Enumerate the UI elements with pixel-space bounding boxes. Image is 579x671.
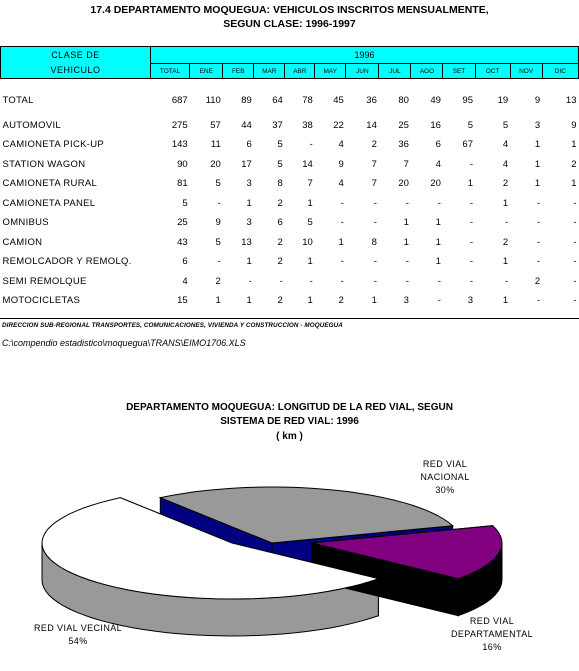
cell-feb: 1 — [246, 197, 252, 209]
cell-ago: - — [437, 295, 441, 307]
cell-set: - — [469, 197, 473, 209]
cell-jun: 2 — [371, 139, 377, 151]
cell-total: 15 — [177, 295, 188, 307]
cell-set: 3 — [467, 295, 473, 307]
cell-oct: - — [504, 217, 509, 229]
label-nacional-line1: RED VIAL — [422, 459, 468, 469]
cell-feb: 1 — [246, 256, 252, 268]
cell-ago: 4 — [435, 158, 441, 170]
label-vecinal-line1: RED VIAL VECINAL — [33, 623, 123, 633]
cell-nov: - — [537, 217, 541, 229]
cell-mar: 8 — [277, 178, 283, 190]
cell-ago: 16 — [430, 119, 441, 131]
cell-jul: - — [405, 197, 409, 209]
table-title-line1: 17.4 DEPARTAMENTO MOQUEGUA: VEHICULOS INSCRITOS MENSUALMENTE, — [90, 4, 489, 16]
cell-ago: 1 — [435, 217, 441, 229]
cell-mar: - — [279, 275, 283, 287]
cell-abr: 1 — [307, 256, 313, 268]
cell-may: - — [340, 256, 344, 268]
cell-may: - — [340, 275, 344, 287]
cell-total: 143 — [171, 139, 188, 151]
row-label: CAMIONETA RURAL — [2, 178, 98, 190]
cell-feb: - — [248, 275, 252, 287]
header-clase-line1: CLASE DE — [51, 49, 100, 60]
cell-jul: 80 — [398, 95, 409, 107]
cell-feb: 13 — [241, 236, 252, 248]
cell-abr: 10 — [302, 236, 313, 248]
cell-set: 5 — [467, 119, 473, 131]
cell-abr: 1 — [307, 295, 313, 307]
cell-set: - — [469, 256, 473, 268]
row-label: OMNIBUS — [2, 217, 49, 229]
header-month-mar: MAR — [254, 64, 285, 79]
cell-oct: 2 — [502, 178, 509, 190]
header-month-ene: ENE — [190, 64, 223, 79]
header-month-jul: JUL — [379, 64, 411, 79]
row-label: REMOLCADOR Y REMOLQ. — [2, 256, 132, 268]
cell-ago: 1 — [435, 236, 441, 248]
cell-mar: 5 — [277, 139, 283, 151]
cell-abr: - — [309, 139, 313, 151]
header-clase-line2: VEHICULO — [50, 64, 101, 75]
cell-may: 22 — [333, 119, 344, 131]
cell-abr: 5 — [307, 217, 313, 229]
label-departamental-percent: 16% — [482, 642, 502, 652]
cell-jul: 1 — [403, 236, 409, 248]
cell-set: - — [469, 236, 473, 248]
label-nacional-percent: 30% — [435, 485, 455, 495]
row-label: CAMIONETA PICK-UP — [2, 139, 105, 151]
label-departamental-line1: RED VIAL — [469, 616, 515, 626]
cell-jun: 8 — [371, 236, 377, 248]
chart-title-line2: SISTEMA DE RED VIAL: 1996 — [220, 416, 359, 427]
cell-ene: 5 — [215, 178, 221, 190]
cell-total: 5 — [182, 197, 188, 209]
cell-nov: - — [537, 197, 541, 209]
cell-ago: 6 — [435, 139, 441, 151]
cell-oct: 2 — [502, 236, 509, 248]
cell-ene: - — [217, 256, 221, 268]
cell-may: - — [340, 217, 344, 229]
cell-total: 43 — [177, 236, 188, 248]
cell-set: - — [469, 158, 473, 170]
cell-ene: 11 — [210, 139, 221, 151]
header-month-feb: FEB — [223, 64, 254, 79]
cell-oct: 4 — [502, 158, 509, 170]
header-month-oct: OCT — [475, 64, 510, 79]
cell-ago: 1 — [435, 256, 441, 268]
cell-abr: - — [309, 275, 313, 287]
cell-ene: 20 — [210, 158, 221, 170]
cell-jul: 3 — [403, 295, 409, 307]
cell-may: 4 — [338, 178, 344, 190]
cell-ago: 49 — [430, 95, 441, 107]
header-month-may: MAY — [315, 64, 346, 79]
cell-oct: 1 — [502, 197, 509, 209]
cell-abr: 7 — [307, 178, 313, 190]
cell-jun: - — [373, 217, 377, 229]
cell-nov: 1 — [534, 139, 541, 151]
cell-dic: 9 — [571, 119, 577, 131]
cell-may: - — [340, 197, 344, 209]
cell-ene: 5 — [215, 236, 221, 248]
label-nacional — [400, 458, 490, 497]
cell-dic: - — [573, 256, 577, 268]
cell-oct: 4 — [502, 139, 509, 151]
cell-feb: 89 — [241, 95, 252, 107]
cell-mar: 2 — [277, 295, 283, 307]
cell-set: - — [469, 275, 473, 287]
cell-set: 95 — [462, 95, 473, 107]
cell-total: 90 — [177, 158, 188, 170]
cell-oct: 1 — [502, 295, 509, 307]
row-label: CAMIONETA PANEL — [2, 197, 96, 209]
cell-oct: - — [504, 275, 509, 287]
chart-title-line3: ( km ) — [276, 431, 303, 442]
file-path: C:\compendio estadistico\moquegua\TRANS\EIMO1706.XLS — [2, 338, 246, 348]
cell-ago: - — [437, 197, 441, 209]
cell-ago: 20 — [430, 178, 441, 190]
cell-total: 25 — [177, 217, 188, 229]
cell-jul: - — [405, 256, 409, 268]
cell-mar: 6 — [277, 217, 283, 229]
row-label: CAMION — [2, 236, 43, 248]
cell-feb: 44 — [241, 119, 252, 131]
cell-nov: - — [537, 295, 541, 307]
cell-oct: 1 — [502, 256, 509, 268]
cell-total: 4 — [182, 275, 188, 287]
cell-jun: - — [373, 197, 377, 209]
cell-may: 9 — [338, 158, 344, 170]
cell-mar: 64 — [272, 95, 283, 107]
header-month-jun: JUN — [346, 64, 379, 79]
header-month-ago: AGO — [411, 64, 443, 79]
cell-jul: 1 — [403, 217, 409, 229]
cell-nov: 2 — [534, 275, 541, 287]
cell-ene: 1 — [215, 295, 221, 307]
cell-jun: 7 — [371, 178, 377, 190]
cell-mar: 5 — [277, 158, 283, 170]
header-month-set: SET — [443, 64, 475, 79]
header-month-abr: ABR — [285, 64, 315, 79]
cell-jul: 7 — [403, 158, 409, 170]
cell-nov: 1 — [534, 158, 541, 170]
cell-jun: 1 — [371, 295, 377, 307]
cell-may: 4 — [338, 139, 344, 151]
cell-abr: 38 — [302, 119, 313, 131]
cell-ene: 110 — [205, 95, 221, 107]
cell-jun: 7 — [371, 158, 377, 170]
cell-mar: 2 — [277, 256, 283, 268]
cell-total: 81 — [177, 178, 188, 190]
cell-ene: 57 — [210, 119, 221, 131]
label-vecinal — [18, 622, 138, 648]
cell-dic: - — [573, 295, 577, 307]
cell-oct: 19 — [497, 95, 509, 107]
cell-dic: - — [573, 275, 577, 287]
cell-feb: 1 — [246, 295, 252, 307]
cell-oct: 5 — [502, 119, 509, 131]
cell-nov: - — [537, 256, 541, 268]
cell-nov: 9 — [534, 95, 541, 107]
cell-jun: 36 — [366, 95, 377, 107]
cell-dic: 1 — [571, 139, 577, 151]
header-month-dic: DIC — [542, 64, 578, 79]
cell-ene: 9 — [215, 217, 221, 229]
cell-mar: 2 — [277, 197, 283, 209]
cell-dic: - — [573, 197, 577, 209]
cell-mar: 2 — [277, 236, 283, 248]
label-vecinal-percent: 54% — [68, 636, 88, 646]
cell-dic: - — [573, 236, 577, 248]
cell-may: 45 — [333, 95, 344, 107]
cell-feb: 3 — [246, 217, 252, 229]
cell-jun: 14 — [366, 119, 377, 131]
cell-jun: - — [373, 275, 377, 287]
cell-abr: 1 — [307, 197, 313, 209]
label-departamental-line2: DEPARTAMENTAL — [450, 629, 534, 639]
cell-feb: 3 — [246, 178, 252, 190]
chart-title-line1: DEPARTAMENTO MOQUEGUA: LONGITUD DE LA RED VIAL, SEGUN — [126, 402, 453, 413]
header-month-nov: NOV — [510, 64, 542, 79]
cell-may: 2 — [338, 295, 344, 307]
cell-dic: 13 — [565, 95, 577, 107]
header-month-total: TOTAL — [150, 64, 189, 79]
cell-ago: - — [437, 275, 441, 287]
cell-feb: 17 — [241, 158, 252, 170]
cell-abr: 14 — [302, 158, 313, 170]
label-nacional-line2: NACIONAL — [420, 472, 470, 482]
cell-set: 1 — [467, 178, 473, 190]
cell-total: 6 — [182, 256, 188, 268]
cell-total: 275 — [171, 119, 188, 131]
cell-nov: 1 — [534, 178, 541, 190]
cell-mar: 37 — [272, 119, 283, 131]
cell-dic: - — [573, 217, 577, 229]
cell-jul: 20 — [398, 178, 409, 190]
label-departamental — [432, 615, 552, 654]
cell-set: 67 — [462, 139, 473, 151]
source-note: DIRECCION SUB-REGIONAL TRANSPORTES, COMUNICACIONES, VIVIENDA Y CONSTRUCCION - MOQUEGUA — [2, 322, 343, 329]
cell-dic: 1 — [571, 178, 577, 190]
cell-jul: 25 — [398, 119, 409, 131]
cell-nov: 3 — [534, 119, 541, 131]
cell-total: 687 — [171, 95, 188, 107]
cell-jun: - — [373, 256, 377, 268]
cell-abr: 78 — [302, 95, 313, 107]
table-title-line2: SEGUN CLASE: 1996-1997 — [223, 18, 356, 30]
cell-set: - — [469, 217, 473, 229]
row-label: STATION WAGON — [2, 158, 86, 170]
row-label: MOTOCICLETAS — [2, 295, 81, 307]
row-label: AUTOMOVIL — [2, 119, 61, 131]
cell-jul: - — [405, 275, 409, 287]
cell-nov: - — [537, 236, 541, 248]
cell-feb: 6 — [246, 139, 252, 151]
cell-may: 1 — [338, 236, 344, 248]
cell-ene: - — [217, 197, 221, 209]
header-year: 1996 — [150, 47, 578, 64]
cell-dic: 2 — [571, 158, 577, 170]
row-label: TOTAL — [2, 95, 34, 107]
cell-jul: 36 — [398, 139, 409, 151]
row-label: SEMI REMOLQUE — [2, 275, 87, 287]
cell-ene: 2 — [215, 275, 221, 287]
